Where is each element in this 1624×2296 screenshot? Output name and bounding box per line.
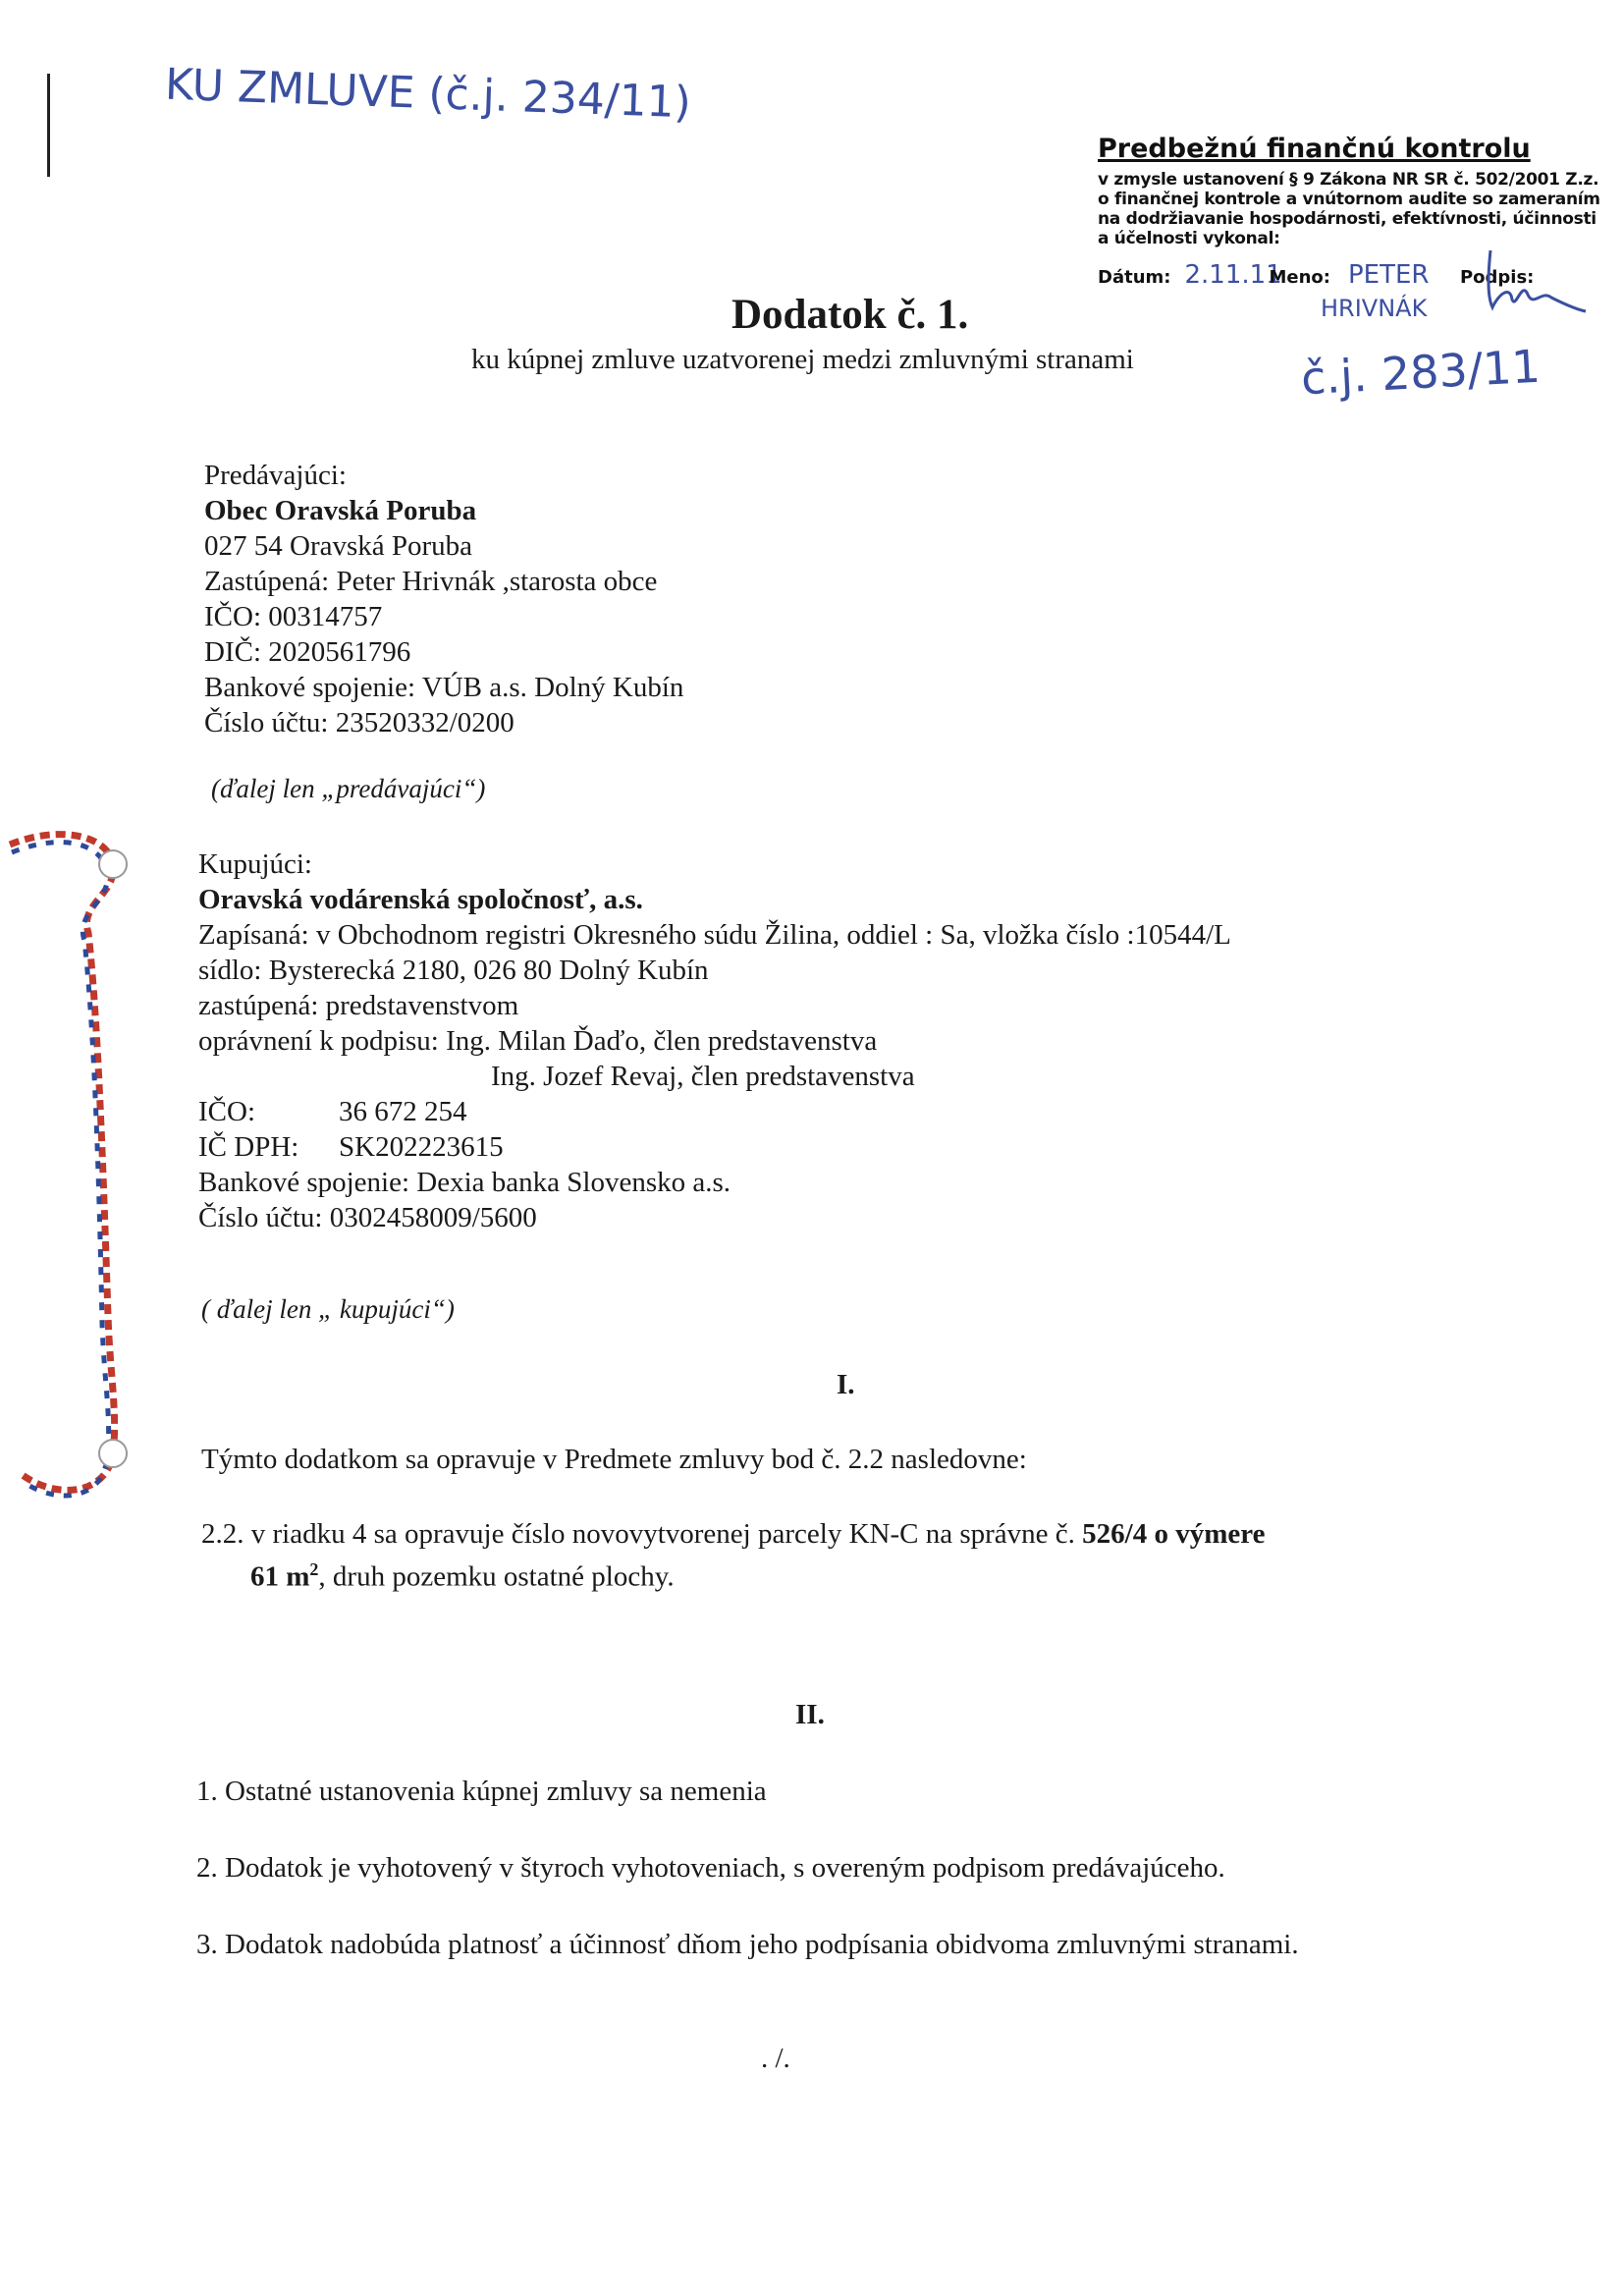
seller-account: Číslo účtu: 23520332/0200 (204, 707, 514, 738)
seller-label: Predávajúci: (204, 460, 347, 491)
stamp-line: o finančnej kontrole a vnútornom audite so zameraním (1098, 190, 1600, 209)
section-1-item (201, 1516, 1265, 1595)
section-2-item: 3. Dodatok nadobúda platnosť a účinnosť dňom jeho podpísania obidvoma zmluvnými stranami. (196, 1929, 1299, 1960)
stamp-name-line-2: HRIVNÁK (1321, 295, 1428, 322)
binding-string (0, 825, 128, 1512)
buyer-registered: Zapísaná: v Obchodnom registri Okresného súdu Žilina, oddiel : Sa, vložka číslo :10544/L (198, 919, 1231, 951)
buyer-authorized-2: Ing. Jozef Revaj, člen predstavenstva (491, 1061, 915, 1092)
seller-alias: (ďalej len „predávajúci“) (211, 774, 486, 803)
seller-represented: Zastúpená: Peter Hrivnák ,starosta obce (204, 566, 658, 597)
section-2-heading: II. (795, 1699, 825, 1730)
buyer-block (198, 847, 1231, 1235)
stamp-line: a účelnosti vykonal: (1098, 229, 1280, 248)
document-subtitle: ku kúpnej zmluve uzatvorenej medzi zmluvnými stranami (471, 344, 1134, 375)
stamp-name-label: Meno: (1269, 267, 1330, 288)
section-1-item-area: 61 m (250, 1560, 310, 1593)
handwritten-reference: č.j. 283/11 (1299, 339, 1543, 406)
section-2-item: 1. Ostatné ustanovenia kúpnej zmluvy sa nemenia (196, 1776, 767, 1807)
seller-dic: DIČ: 2020561796 (204, 636, 411, 668)
seller-address: 027 54 Oravská Poruba (204, 530, 473, 562)
buyer-ico-label: IČO: (198, 1096, 255, 1127)
section-1-item-sup: 2 (309, 1559, 319, 1579)
stamp-line: na dodržiavanie hospodárnosti, efektívnosti, účinnosti (1098, 209, 1597, 229)
seller-ico: IČO: 00314757 (204, 601, 383, 632)
signature-scribble (1483, 241, 1591, 314)
section-1-item-bold: 526/4 o výmere (1082, 1518, 1266, 1550)
buyer-icdph-label: IČ DPH: (198, 1131, 299, 1163)
buyer-seat: sídlo: Bysterecká 2180, 026 80 Dolný Kubín (198, 955, 709, 986)
seller-bank: Bankové spojenie: VÚB a.s. Dolný Kubín (204, 672, 684, 703)
page-continuation: . /. (761, 2043, 790, 2074)
handwritten-note: KU ZMLUVE (č.j. 234/11) (164, 59, 692, 129)
buyer-name: Oravská vodárenská spoločnosť, a.s. (198, 884, 643, 915)
seller-name: Obec Oravská Poruba (204, 495, 477, 526)
stamp-date-value: 2.11.11 (1184, 260, 1282, 290)
buyer-label: Kupujúci: (198, 848, 312, 880)
section-1-item-text: 2.2. v riadku 4 sa opravuje číslo novovytvorenej parcely KN-C na správne č. (201, 1518, 1083, 1550)
stamp-signature-label: Podpis: (1459, 267, 1535, 288)
seller-block (204, 458, 683, 740)
section-1-intro: Týmto dodatkom sa opravuje v Predmete zmluvy bod č. 2.2 nasledovne: (201, 1444, 1027, 1475)
stamp-date-label: Dátum: (1098, 267, 1171, 288)
buyer-icdph-row (198, 1129, 1231, 1165)
stamp-title: Predbežnú finančnú kontrolu (1098, 134, 1531, 164)
section-1-item-rest: , druh pozemku ostatné plochy. (318, 1560, 675, 1593)
buyer-ico-row (198, 1094, 1231, 1129)
margin-line (47, 74, 50, 177)
section-1-heading: I. (837, 1369, 855, 1400)
document-title: Dodatok č. 1. (731, 292, 969, 338)
buyer-ico-value: 36 672 254 (339, 1096, 467, 1127)
stamp-line: v zmysle ustanovení § 9 Zákona NR SR č. 502/2001 Z.z. (1098, 170, 1599, 190)
buyer-alias: ( ďalej len „ kupujúci“) (201, 1294, 455, 1324)
buyer-account: Číslo účtu: 0302458009/5600 (198, 1202, 537, 1233)
buyer-icdph-value: SK202223615 (339, 1131, 504, 1163)
buyer-represented: zastúpená: predstavenstvom (198, 990, 519, 1021)
stamp-name-value: PETER (1347, 260, 1430, 290)
buyer-authorized-1: oprávnení k podpisu: Ing. Milan Ďaďo, člen predstavenstva (198, 1025, 878, 1057)
section-2-item: 2. Dodatok je vyhotovený v štyroch vyhotoveniach, s overeným podpisom predávajúceho. (196, 1852, 1225, 1884)
buyer-bank: Bankové spojenie: Dexia banka Slovensko a.s. (198, 1167, 731, 1198)
